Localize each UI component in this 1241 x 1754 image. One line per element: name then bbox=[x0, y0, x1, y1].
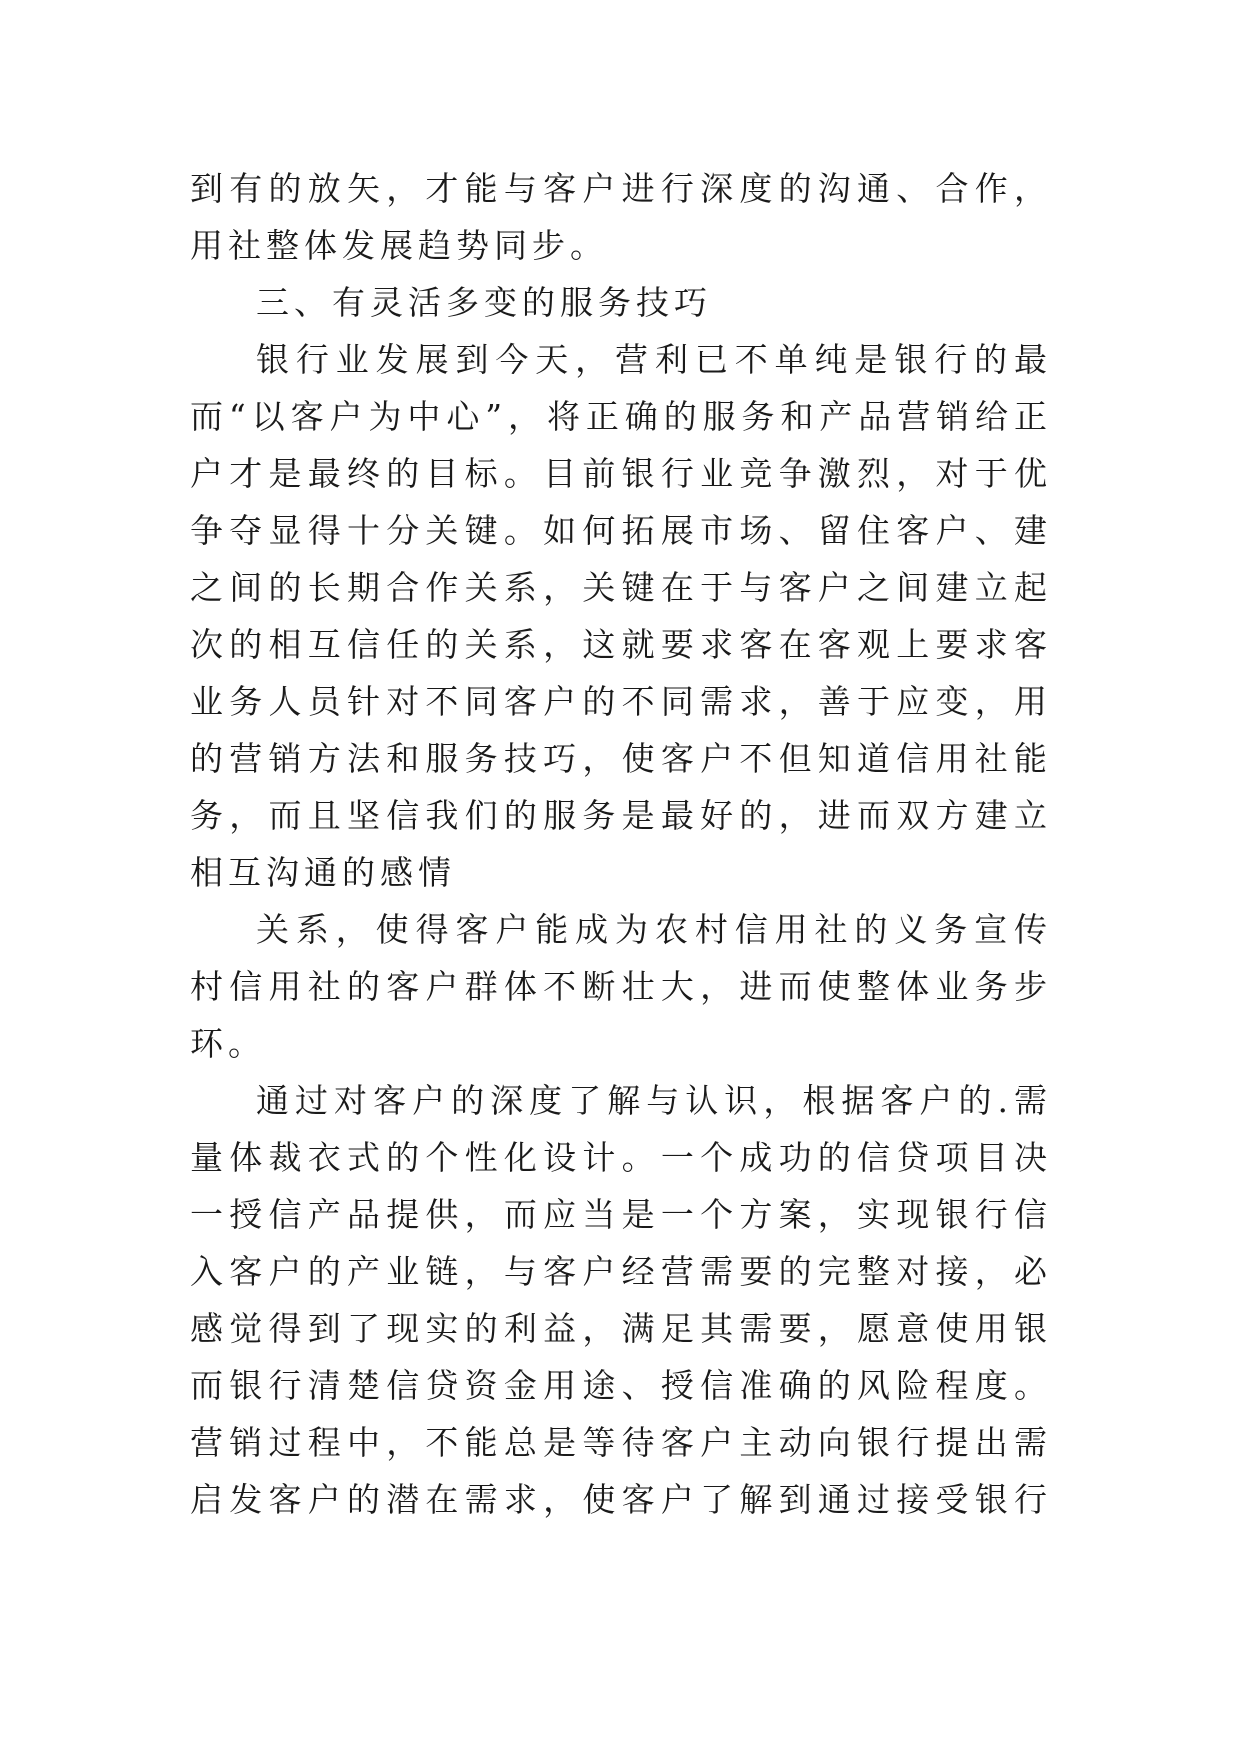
body-text bbox=[190, 160, 1052, 1528]
section-heading: 三、有灵活多变的服务技巧 bbox=[256, 283, 712, 322]
text-line: 次的相互信任的关系，这就要求客在客观上要求客 bbox=[190, 625, 1052, 664]
text-line: 感觉得到了现实的利益，满足其需要，愿意使用银 bbox=[190, 1309, 1052, 1348]
text-line: 量体裁衣式的个性化设计。一个成功的信贷项目决 bbox=[190, 1138, 1052, 1177]
text-line: 户才是最终的目标。目前银行业竞争激烈，对于优 bbox=[190, 454, 1052, 493]
text-line: 环。 bbox=[190, 1024, 266, 1063]
text-line: 务，而且坚信我们的服务是最好的，进而双方建立 bbox=[190, 796, 1052, 835]
text-line: 相互沟通的感情 bbox=[190, 853, 456, 892]
text-line: 通过对客户的深度了解与认识，根据客户的.需 bbox=[256, 1081, 1052, 1120]
text-line: 入客户的产业链，与客户经营需要的完整对接，必 bbox=[190, 1252, 1052, 1291]
text-line: 关系，使得客户能成为农村信用社的义务宣传 bbox=[256, 910, 1052, 949]
text-line: 业务人员针对不同客户的不同需求，善于应变，用 bbox=[190, 682, 1052, 721]
text-line: 而银行清楚信贷资金用途、授信准确的风险程度。 bbox=[190, 1366, 1052, 1405]
text-line: 而“以客户为中心”，将正确的服务和产品营销给正 bbox=[190, 397, 1052, 436]
text-line: 用社整体发展趋势同步。 bbox=[190, 226, 608, 265]
text-line: 之间的长期合作关系，关键在于与客户之间建立起 bbox=[190, 568, 1052, 607]
text-line: 营销过程中，不能总是等待客户主动向银行提出需 bbox=[190, 1423, 1052, 1462]
text-line: 村信用社的客户群体不断壮大，进而使整体业务步 bbox=[190, 967, 1052, 1006]
text-line: 银行业发展到今天，营利已不单纯是银行的最 bbox=[256, 340, 1052, 379]
text-line: 到有的放矢，才能与客户进行深度的沟通、合作， bbox=[190, 169, 1052, 208]
text-line: 争夺显得十分关键。如何拓展市场、留住客户、建 bbox=[190, 511, 1052, 550]
text-line: 一授信产品提供，而应当是一个方案，实现银行信 bbox=[190, 1195, 1052, 1234]
text-line: 启发客户的潜在需求，使客户了解到通过接受银行 bbox=[190, 1480, 1052, 1519]
text-line: 的营销方法和服务技巧，使客户不但知道信用社能 bbox=[190, 739, 1052, 778]
